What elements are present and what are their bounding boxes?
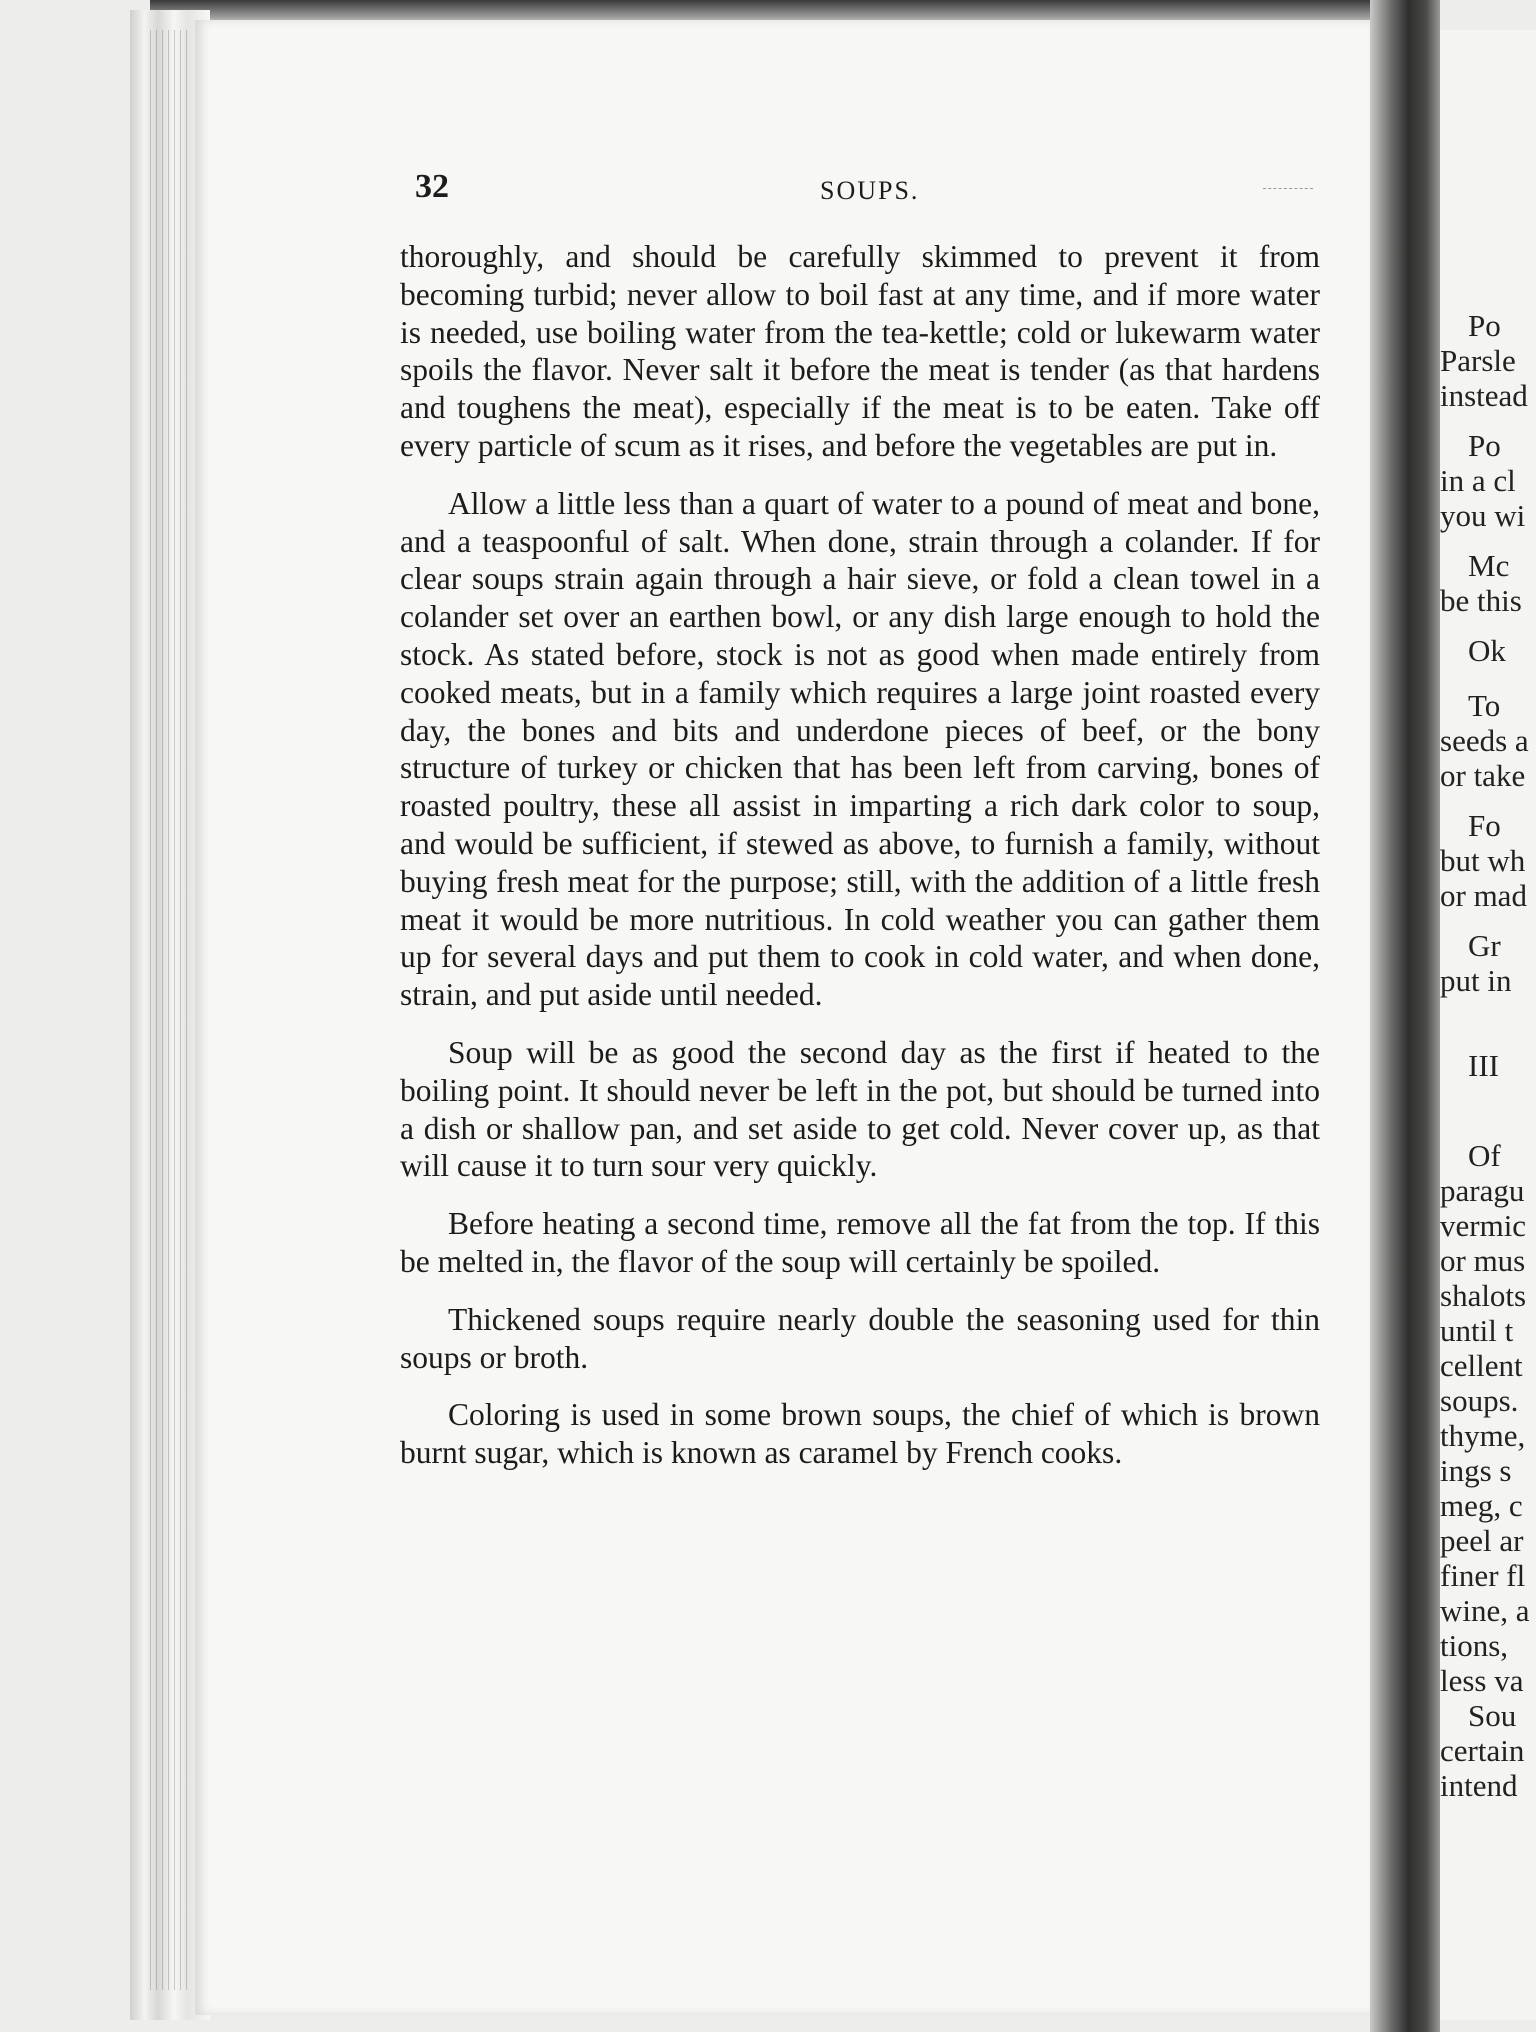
next-page-text: be this [1440, 583, 1522, 618]
next-page-text: shalots [1440, 1278, 1527, 1313]
next-page-text: tions, [1440, 1628, 1509, 1663]
next-page-text: less va [1440, 1663, 1524, 1698]
next-page-text: in a cl [1440, 463, 1516, 498]
page-number: 32 [415, 168, 449, 205]
next-page-text: or mad [1440, 878, 1527, 913]
next-page-text: Fo [1468, 808, 1501, 843]
next-page-text: finer fl [1440, 1558, 1526, 1593]
next-page-text: Sou [1468, 1698, 1517, 1733]
next-page-text: thyme, [1440, 1418, 1526, 1453]
next-page-text: To [1468, 688, 1501, 723]
next-page-text: put in [1440, 963, 1512, 998]
next-page-text: III [1468, 1048, 1499, 1083]
next-page-text: instead [1440, 378, 1528, 413]
next-page-text: soups. [1440, 1383, 1519, 1418]
next-page-text: paragu [1440, 1173, 1525, 1208]
next-page-text: Gr [1468, 928, 1501, 963]
next-page-text: you wi [1440, 498, 1526, 533]
next-page-text: or mus [1440, 1243, 1526, 1278]
next-page-text: meg, c [1440, 1488, 1523, 1523]
running-title: SOUPS. [820, 176, 920, 205]
body-text [400, 238, 1320, 1492]
next-page-text: seeds a [1440, 723, 1529, 758]
paragraph: Coloring is used in some brown soups, the chief of which is brown burnt sugar, which is known as caramel by French cooks. [400, 1397, 1320, 1471]
paragraph: Before heating a second time, remove all the fat from the top. If this be melted in, the flavor of the soup will certainly be spoiled. [400, 1206, 1320, 1279]
next-page-text: until t [1440, 1313, 1514, 1348]
next-page-text: but wh [1440, 843, 1526, 878]
next-page-text: ings s [1440, 1453, 1512, 1488]
paragraph: Soup will be as good the second day as the first if heated to the boiling point. It should never be left in the pot, but should be turned into a dish or shallow pan, and set aside to get cold. Never cover up, as that will cause it to turn sour very quickly. [400, 1034, 1320, 1184]
next-page-text: Of [1468, 1138, 1501, 1173]
next-page-text: cellent [1440, 1348, 1523, 1383]
running-head [415, 168, 1315, 208]
next-page-text: certain [1440, 1733, 1525, 1768]
next-page-text: Parsle [1440, 343, 1516, 378]
next-page-text: Po [1468, 308, 1501, 343]
header-rule [1263, 188, 1313, 189]
next-page-text: intend [1440, 1768, 1518, 1803]
right-page-fragment [1440, 30, 1536, 2020]
next-page-text: vermic [1440, 1208, 1527, 1243]
paragraph: Thickened soups require nearly double the seasoning used for thin soups or broth. [400, 1301, 1320, 1375]
next-page-text: Ok [1468, 633, 1506, 668]
book-page-edge-lines [150, 30, 192, 1990]
next-page-text: Po [1468, 428, 1501, 463]
paragraph: Allow a little less than a quart of water to a pound of meat and bone, and a teaspoonful of salt. When done, strain through a colander. If for clear soups strain again through a hair sieve, or fold a clean towel in a colander set over an earthen bowl, or any dish large enough to hold the stock. As stated before, stock is not as good when made entirely from cooked meats, but in a family which requires a large joint roasted every day, the bones and bits and underdone pieces of beef, or the bony structure of turkey or chicken that has been left from carving, bones of roasted poultry, these all assist in imparting a rich dark color to soup, and would be sufficient, if stewed as above, to furnish a family, without buying fresh meat for the purpose; still, with the addition of a little fresh meat it would be more nutritious. In cold weather you can gather them up for several days and put them to cook in cold water, and when done, strain, and put aside until needed. [400, 485, 1320, 1013]
next-page-text: or take [1440, 758, 1526, 793]
next-page-text: peel ar [1440, 1523, 1524, 1558]
next-page-text: Mc [1468, 548, 1510, 583]
next-page-text: wine, a [1440, 1593, 1530, 1628]
paragraph: thoroughly, and should be carefully skimmed to prevent it from becoming turbid; never allow to boil fast at any time, and if more water is needed, use boiling water from the tea-kettle; cold or lukewarm water spoils the flavor. Never salt it before the meat is tender (as that hardens and toughens the meat), especially if the meat is to be eaten. Take off every particle of scum as it rises, and before the vegetables are put in. [400, 239, 1320, 463]
book-gutter [1370, 0, 1440, 2032]
